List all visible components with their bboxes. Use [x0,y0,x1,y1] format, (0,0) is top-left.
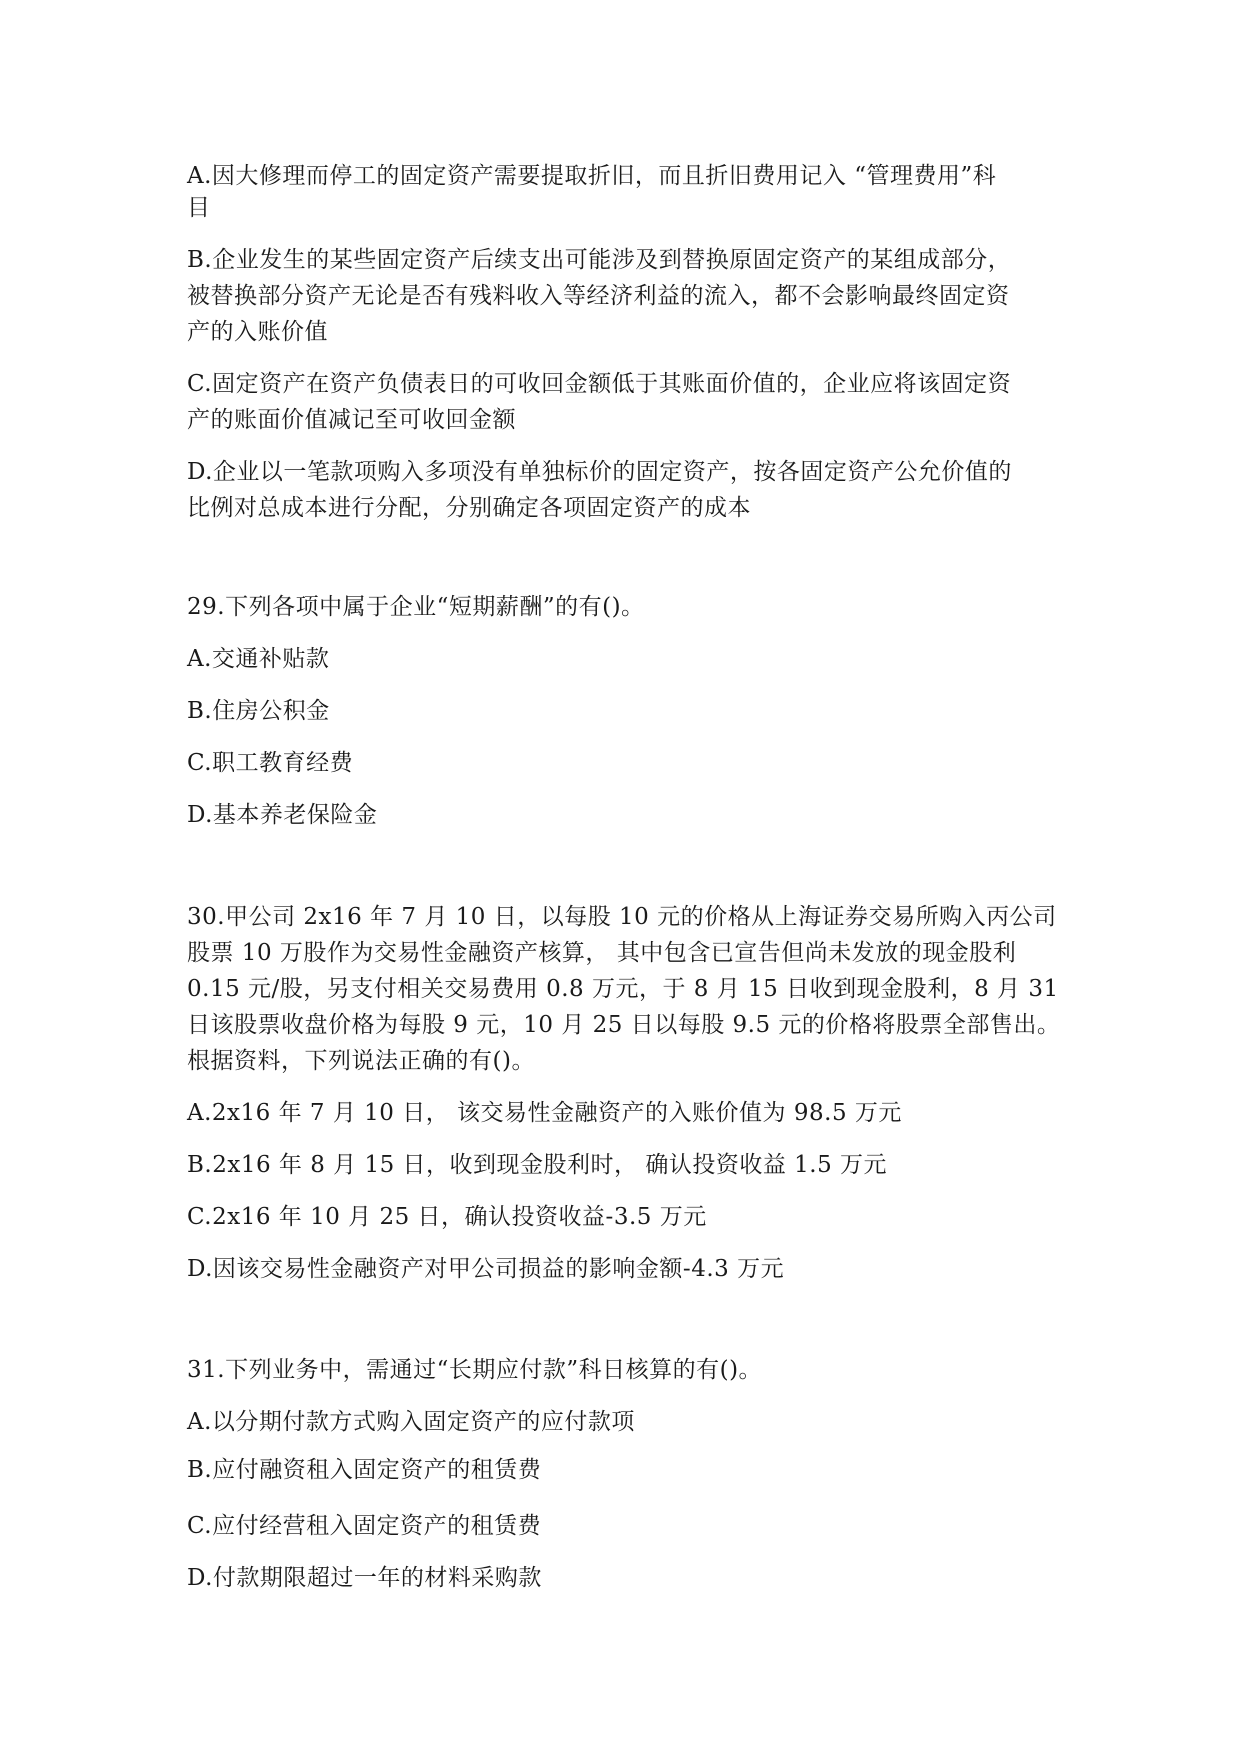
q30-option-d: D.因该交易性金融资产对甲公司损益的影响金额-4.3 万元 [187,1256,785,1282]
q31-stem: 31.下列业务中，需通过“长期应付款”科日核算的有()。 [187,1357,763,1383]
q30-stem-line4: 日该股票收盘价格为每股 9 元，10 月 25 日以每股 9.5 元的价格将股票全部售出。 [187,1012,1061,1038]
q30-stem-line1: 30.甲公司 2x16 年 7 月 10 日，以每股 10 元的价格从上海证券交易所购入丙公司 [187,904,1057,930]
q30-option-c: C.2x16 年 10 月 25 日，确认投资收益-3.5 万元 [187,1204,707,1230]
q30-option-b: B.2x16 年 8 月 15 日，收到现金股利时， 确认投资收益 1.5 万元 [187,1152,888,1178]
q30-stem-line3: 0.15 元/股，另支付相关交易费用 0.8 万元，于 8 月 15 日收到现金股利，8 月 31 [187,976,1059,1002]
q28-option-d-line2: 比例对总成本进行分配，分别确定各项固定资产的成本 [187,495,751,521]
q31-option-c: C.应付经营租入固定资产的租赁费 [187,1513,542,1539]
q30-stem-line5: 根据资料，下列说法正确的有()。 [187,1048,535,1074]
q29-option-d: D.基本养老保险金 [187,802,378,828]
q28-option-a-line2: 目 [187,195,211,221]
q28-option-c-line2: 产的账面价值减记至可收回金额 [187,407,516,433]
q29-stem: 29.下列各项中属于企业“短期薪酬”的有()。 [187,594,645,620]
q29-option-a: A.交通补贴款 [187,646,330,672]
q29-option-b: B.住房公积金 [187,698,330,724]
q30-option-a: A.2x16 年 7 月 10 日， 该交易性金融资产的入账价值为 98.5 万元 [187,1100,902,1126]
q29-option-c: C.职工教育经费 [187,750,354,776]
q28-option-a-line1: A.因大修理而停工的固定资产需要提取折旧，而且折旧费用记入 “管理费用”科 [187,163,997,189]
q28-option-d-line1: D.企业以一笔款项购入多项没有单独标价的固定资产，按各固定资产公允价值的 [187,459,1012,485]
q28-option-b-line2: 被替换部分资产无论是否有残料收入等经济利益的流入，都不会影响最终固定资 [187,283,1010,309]
q28-option-c-line1: C.固定资产在资产负债表日的可收回金额低于其账面价值的，企业应将该固定资 [187,371,1012,397]
q31-option-b: B.应付融资租入固定资产的租赁费 [187,1457,542,1483]
q28-option-b-line1: B.企业发生的某些固定资产后续支出可能涉及到替换原固定资产的某组成部分， [187,247,1012,273]
q31-option-a: A.以分期付款方式购入固定资产的应付款项 [187,1409,635,1435]
q30-stem-line2: 股票 10 万股作为交易性金融资产核算， 其中包含已宣告但尚未发放的现金股利 [187,940,1017,966]
q31-option-d: D.付款期限超过一年的材料采购款 [187,1565,542,1591]
q28-option-b-line3: 产的入账价值 [187,319,328,345]
